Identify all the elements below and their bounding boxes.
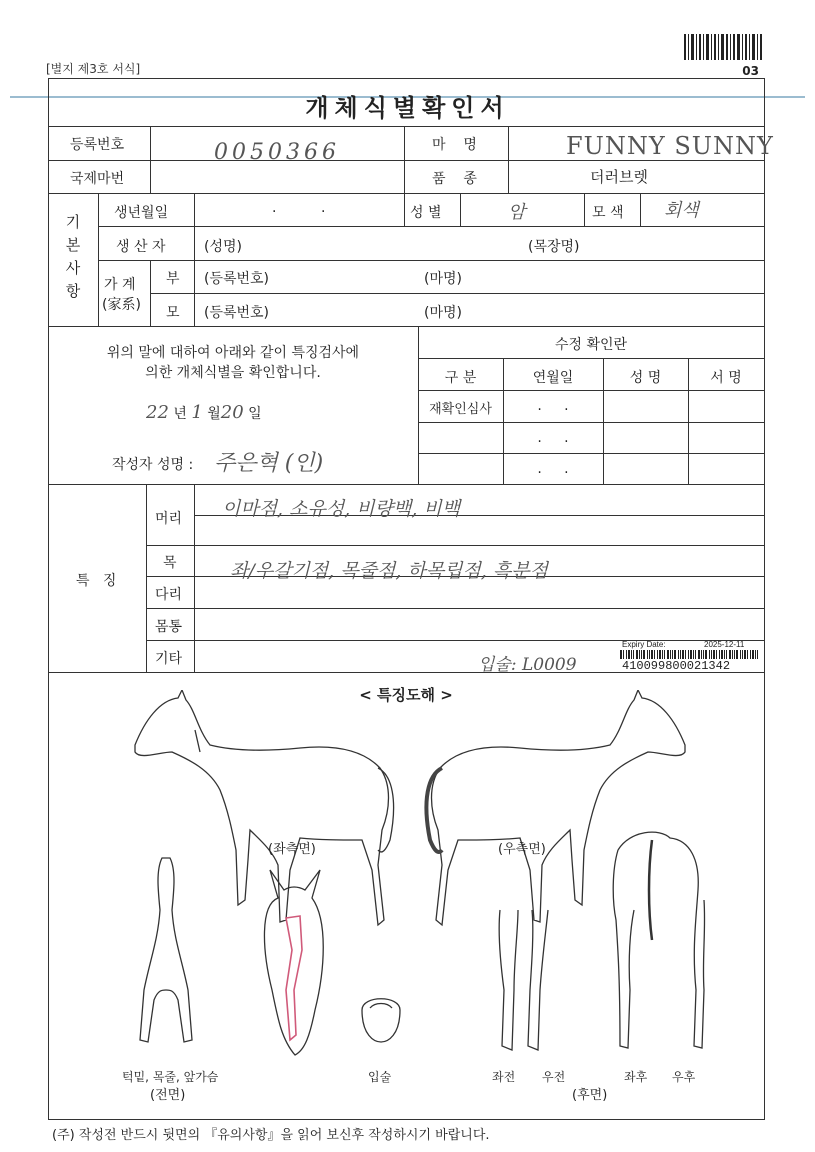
rule [194, 193, 195, 326]
rule [418, 453, 764, 454]
birth-value: . . [272, 200, 326, 216]
diagram-title: < 특징도해 > [359, 686, 453, 704]
expiry-date: 2025-12-11 [704, 640, 745, 649]
breed-label: 품 종 [432, 171, 477, 187]
rule [146, 608, 764, 609]
rear-label: (후면) [572, 1088, 608, 1103]
rule [150, 126, 151, 193]
top-barcode [684, 34, 762, 60]
revision-col-name: 성 명 [629, 370, 662, 386]
front-legs-diagram [499, 910, 548, 1050]
sire-name-label: (마명) [424, 271, 462, 287]
revision-title: 수정 확인란 [554, 337, 628, 353]
statement-line2: 의한 개체식별을 확인합니다. [145, 365, 321, 381]
front-caption: 턱밑, 목줄, 앞가슴 [122, 1070, 219, 1084]
rule [146, 640, 764, 641]
rule [508, 126, 509, 193]
reg-no-label: 등록번호 [70, 137, 125, 153]
rule [98, 193, 99, 326]
revision-row-label: 재확인심사 [429, 402, 492, 417]
coat-value: 회색 [664, 200, 699, 221]
lips-diagram [362, 999, 400, 1042]
features-section-label: 특 징 [76, 573, 117, 589]
left-hind-label: 좌후 [624, 1070, 648, 1084]
horse-name-label: 마 명 [432, 137, 477, 153]
rule [48, 160, 764, 161]
sire-label: 부 [166, 271, 180, 287]
left-side-label: (좌측면) [268, 842, 316, 857]
birth-label: 생년월일 [114, 205, 169, 221]
page-number: 03 [742, 64, 759, 78]
revision-date-dots: . . [537, 398, 569, 414]
breed-value: 더러브렛 [590, 168, 648, 186]
rule [150, 260, 151, 326]
front-label: (전면) [150, 1088, 186, 1103]
head-front-view [264, 870, 323, 1055]
other-label: 기타 [155, 651, 183, 667]
date-year: 22 [146, 402, 169, 423]
breeder-label: 생 산 자 [116, 239, 166, 255]
rule [460, 193, 461, 226]
rule [418, 422, 764, 423]
lips-label: 입술 [368, 1070, 392, 1084]
reg-no-value: 0050366 [214, 140, 340, 165]
revision-date-dots: . . [537, 461, 569, 477]
day-suffix: 일 [248, 406, 262, 422]
legs-label: 다리 [155, 587, 183, 603]
expiry-label: Expiry Date: [622, 640, 666, 649]
front-view-horse [140, 858, 192, 1042]
intl-no-label: 국제마번 [70, 171, 125, 187]
rule [404, 193, 405, 226]
footer-note: (주) 작성전 반드시 뒷면의 『유의사항』을 읽어 보신후 작성하시기 바랍니다. [52, 1128, 490, 1143]
confirm-date [146, 402, 262, 423]
rule [150, 293, 764, 294]
other-features: 입술: L0009 [478, 655, 577, 675]
statement-line1: 위의 말에 대하여 아래와 같이 특징검사에 [106, 345, 360, 361]
rule [640, 193, 641, 226]
right-hind-label: 우후 [672, 1070, 696, 1084]
head-features: 이마점, 소유성, 비량백, 비백 [222, 498, 461, 520]
revision-col-sign: 서 명 [710, 370, 742, 386]
horse-diagram [100, 690, 720, 1090]
neck-features: 좌/우갈기점, 목줄점, 하목립점, 흑분점 [230, 560, 548, 582]
rule [194, 484, 195, 672]
coat-label: 모 색 [592, 205, 624, 221]
month-suffix: 월 [207, 406, 221, 422]
right-side-horse [426, 690, 685, 925]
year-suffix: 년 [173, 406, 187, 422]
writer-signature: 주은혁 (인) [214, 451, 324, 476]
dam-regno-label: (등록번호) [204, 305, 270, 321]
rule [48, 193, 764, 194]
revision-col-date: 연월일 [532, 370, 574, 386]
rule [146, 545, 764, 546]
rule [418, 358, 764, 359]
basic-section-label: 기본사항 [63, 214, 82, 306]
neck-label: 목 [163, 555, 177, 571]
right-side-label: (우측면) [498, 842, 546, 857]
dam-name-label: (마명) [424, 305, 462, 321]
rule [418, 390, 764, 391]
horse-name-value: FUNNY SUNNY [566, 132, 774, 160]
rule [584, 193, 585, 226]
rule [98, 260, 764, 261]
revision-col-type: 구 분 [444, 370, 477, 386]
rule [98, 226, 764, 227]
sire-regno-label: (등록번호) [204, 271, 270, 287]
rule [48, 326, 764, 327]
rule [404, 126, 405, 193]
rule [146, 484, 147, 672]
pedigree-label: 가 계 [104, 277, 136, 293]
right-front-label: 우전 [542, 1070, 566, 1084]
pedigree-hanja: (家系) [102, 297, 141, 313]
dam-label: 모 [166, 305, 180, 321]
sex-label: 성 별 [410, 205, 442, 221]
breeder-name-label: (성명) [204, 239, 242, 255]
rear-view-horse [613, 832, 704, 1048]
sticker-barcode-number: 410099800021342 [622, 659, 731, 673]
writer-label: 작성자 성명 : [112, 457, 194, 473]
left-front-label: 좌전 [492, 1070, 516, 1084]
date-day: 20 [220, 402, 244, 423]
rule [48, 126, 764, 127]
body-label: 몸통 [155, 619, 183, 635]
date-month: 1 [191, 402, 203, 423]
revision-date-dots: . . [537, 430, 569, 446]
sex-value: 암 [508, 202, 526, 223]
form-id: [별지 제3호 서식] [46, 62, 141, 76]
breeder-farm-label: (목장명) [528, 239, 580, 255]
document-title: 개체식별확인서 [305, 94, 510, 122]
head-label: 머리 [155, 511, 183, 527]
rule [48, 484, 764, 485]
